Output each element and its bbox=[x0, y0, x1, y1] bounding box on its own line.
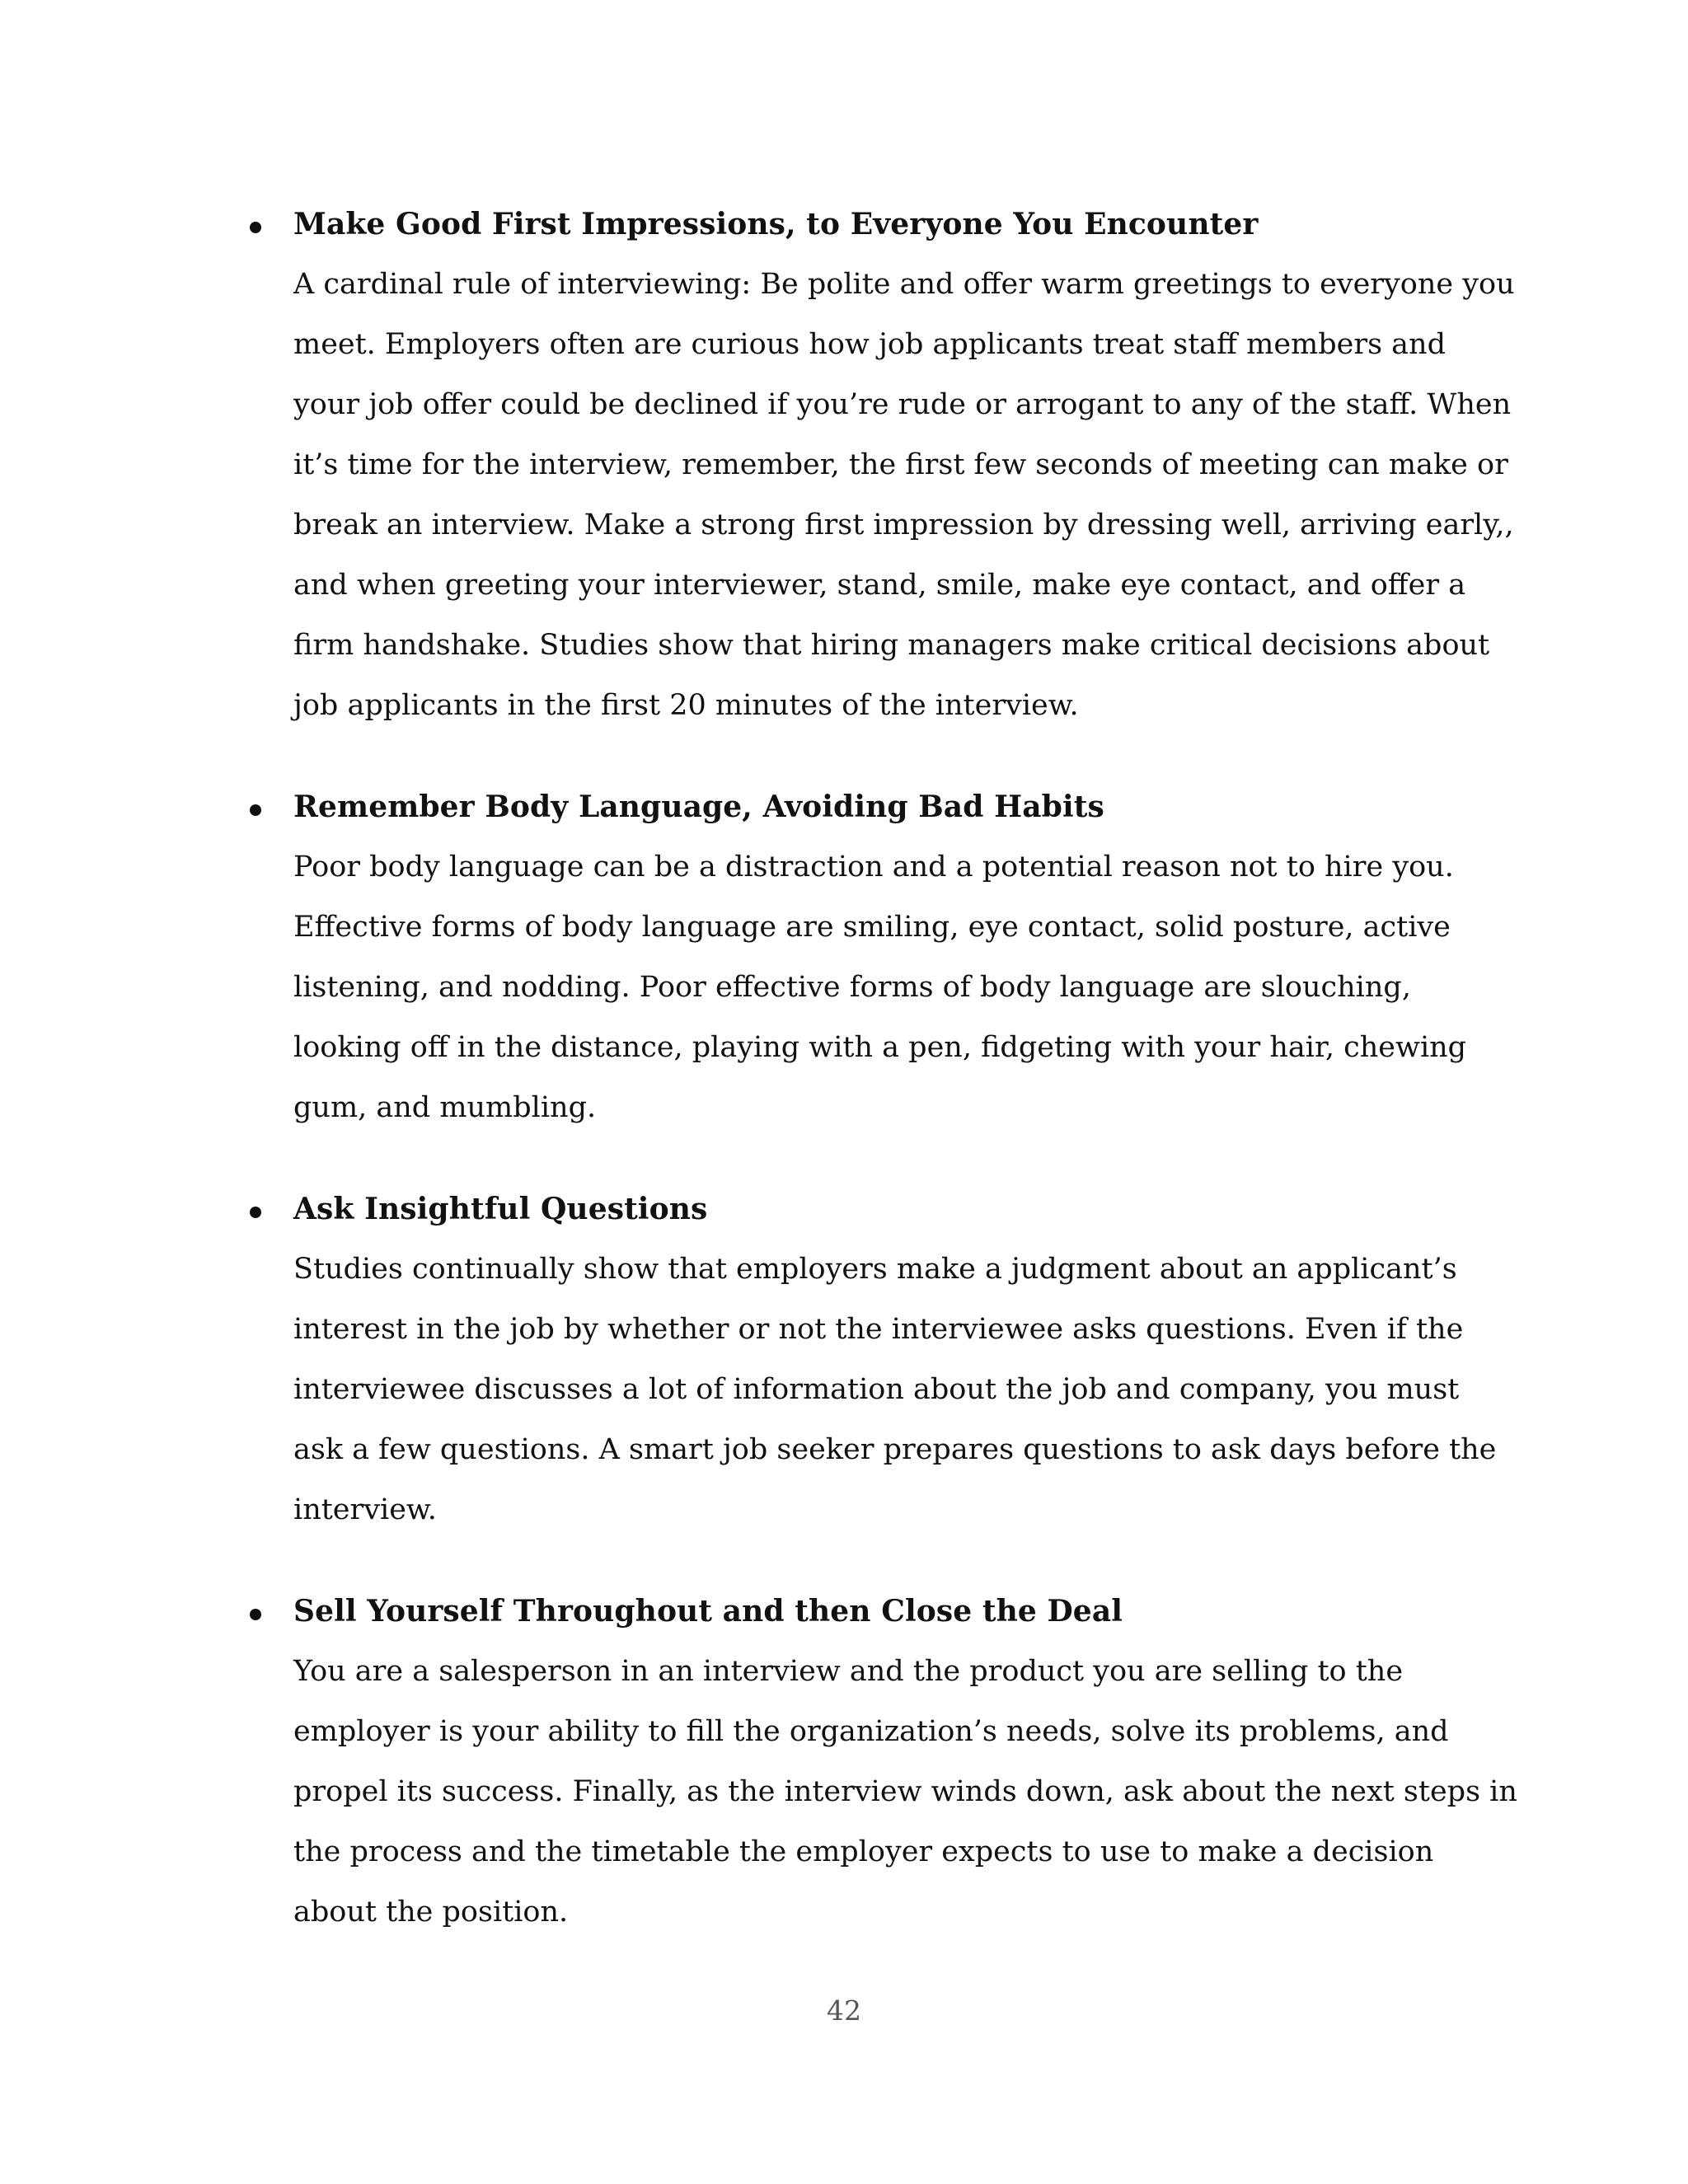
body-line: ask a few questions. A smart job seeker prepares questions to ask days before the bbox=[293, 1433, 1497, 1466]
body-line: Poor body language can be a distraction and a potential reason not to hire you. bbox=[293, 851, 1454, 883]
bullet-icon bbox=[250, 804, 261, 816]
bullet-icon bbox=[250, 222, 261, 233]
body-line: interest in the job by whether or not the interviewee asks questions. Even if the bbox=[293, 1313, 1464, 1346]
body-line: it’s time for the interview, remember, the first few seconds of meeting can make or bbox=[293, 448, 1508, 481]
body-line: propel its success. Finally, as the interview winds down, ask about the next steps in bbox=[293, 1775, 1517, 1808]
body-line: and when greeting your interviewer, stand, smile, make eye contact, and offer a bbox=[293, 569, 1466, 602]
body-line: break an interview. Make a strong first impression by dressing well, arriving early,, bbox=[293, 509, 1514, 541]
body-line: job applicants in the first 20 minutes of the interview. bbox=[293, 689, 1079, 722]
tip-insightful-questions bbox=[241, 1179, 1511, 1540]
body-line: firm handshake. Studies show that hiring managers make critical decisions about bbox=[293, 629, 1490, 662]
bullet-icon bbox=[250, 1207, 261, 1218]
body-line: about the position. bbox=[293, 1896, 569, 1929]
body-line: Studies continually show that employers make a judgment about an applicant’s bbox=[293, 1253, 1457, 1286]
body-line: Effective forms of body language are smiling, eye contact, solid posture, active bbox=[293, 911, 1451, 944]
tip-sell-yourself bbox=[241, 1582, 1517, 1943]
tips-bullet-list bbox=[241, 194, 1517, 1984]
tip-first-impressions bbox=[241, 194, 1515, 736]
body-line: listening, and nodding. Poor effective forms of body language are slouching, bbox=[293, 971, 1411, 1004]
page-number: 42 bbox=[827, 1994, 861, 2027]
bullet-icon bbox=[250, 1609, 261, 1620]
body-line: interview. bbox=[293, 1493, 437, 1526]
body-line: the process and the timetable the employer expects to use to make a decision bbox=[293, 1835, 1434, 1868]
body-line: gum, and mumbling. bbox=[293, 1091, 597, 1124]
body-line: A cardinal rule of interviewing: Be polite and offer warm greetings to everyone you bbox=[293, 268, 1515, 301]
body-line: You are a salesperson in an interview and the product you are selling to the bbox=[293, 1655, 1404, 1688]
body-line: employer is your ability to fill the organization’s needs, solve its problems, and bbox=[293, 1715, 1449, 1748]
section-heading: Ask Insightful Questions bbox=[293, 1192, 708, 1226]
section-heading: Sell Yourself Throughout and then Close the Deal bbox=[293, 1594, 1123, 1629]
tip-body-language bbox=[241, 777, 1511, 1138]
body-line: your job offer could be declined if you’re rude or arrogant to any of the staff. When bbox=[293, 388, 1512, 421]
body-line: interviewee discusses a lot of information about the job and company, you must bbox=[293, 1373, 1460, 1406]
section-heading: Remember Body Language, Avoiding Bad Habits bbox=[293, 790, 1104, 824]
body-line: meet. Employers often are curious how job applicants treat staff members and bbox=[293, 328, 1446, 361]
section-heading: Make Good First Impressions, to Everyone You Encounter bbox=[293, 207, 1259, 241]
body-line: looking off in the distance, playing with a pen, fidgeting with your hair, chewing bbox=[293, 1031, 1467, 1064]
